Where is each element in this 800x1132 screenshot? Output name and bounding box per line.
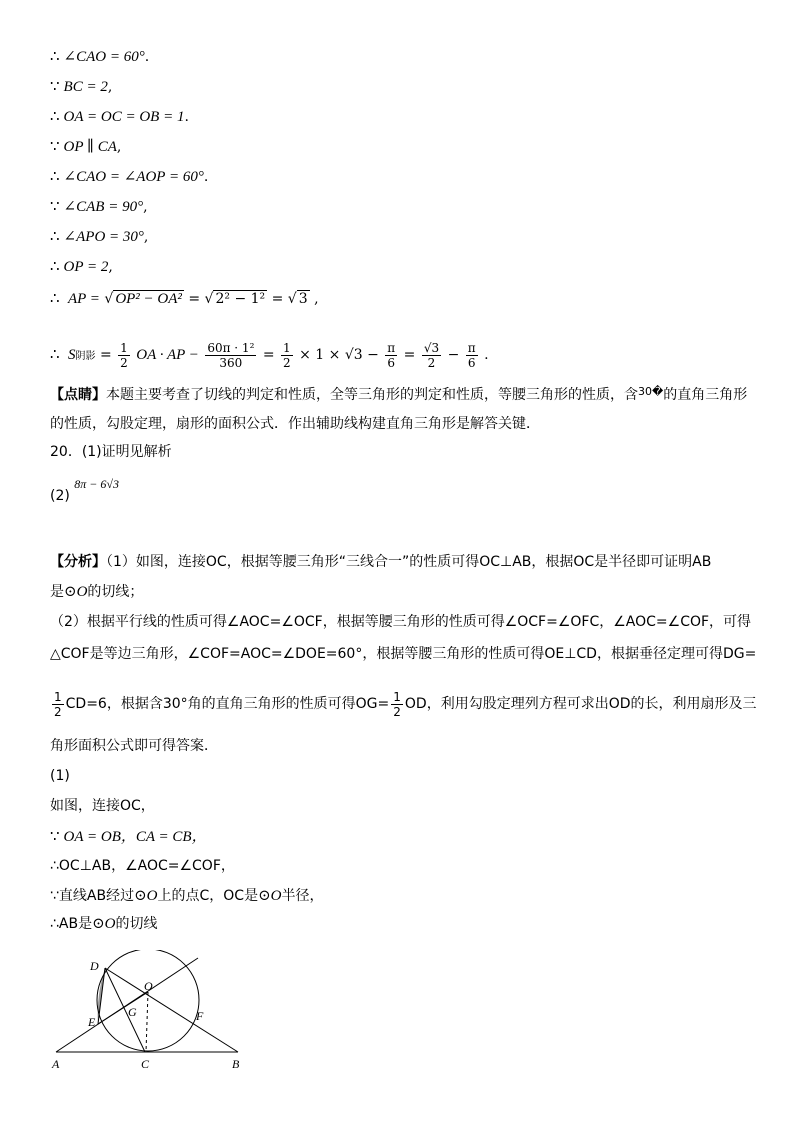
frac-num: √3 <box>423 340 440 355</box>
analysis-text: （1）如图，连接OC，根据等腰三角形“三线合一”的性质可得OC⊥AB，根据OC是半径即可证明AB <box>106 554 712 570</box>
solution-text: 的切线 <box>115 916 158 932</box>
punct: , <box>143 199 148 215</box>
analysis-text: OD，利用勾股定理列方程可求出OD的长，利用扇形及三 <box>404 696 757 712</box>
solution-text: ∴OC⊥AB，∠AOC=∠COF， <box>50 858 235 874</box>
label-g: G <box>128 1005 137 1019</box>
frac-num: 1 <box>120 340 128 355</box>
because-symbol: ∵ <box>50 77 60 95</box>
solution-part1 <box>50 766 70 786</box>
dianjing-deg: 30� <box>638 385 664 398</box>
solution-line <box>50 914 158 934</box>
area-line <box>50 336 489 372</box>
analysis-text: 是 <box>50 584 64 600</box>
ap-lhs: AP = <box>68 291 100 307</box>
fraction <box>52 690 64 719</box>
circle-o-symbol: ⊙O <box>134 888 158 904</box>
analysis-line-6 <box>50 736 218 756</box>
equals: = <box>262 347 275 363</box>
therefore-symbol: ∴ <box>50 289 60 307</box>
frac-num: π <box>387 340 396 355</box>
label-e: E <box>88 1015 96 1029</box>
fraction <box>391 690 403 719</box>
label-b: B <box>232 1057 240 1071</box>
area-s: S <box>68 347 76 363</box>
frac-den: 360 <box>219 355 243 370</box>
equals: = <box>403 347 416 363</box>
area-subscript: 阴影 <box>75 351 96 362</box>
minus: − <box>447 347 460 363</box>
proof-expr: OP ∥ CA <box>63 139 117 155</box>
solution-line <box>50 796 155 816</box>
label-a: A <box>52 1057 60 1071</box>
fraction <box>385 341 397 370</box>
solution-line <box>50 856 235 876</box>
part1-label: (1) <box>50 768 70 784</box>
label-d: D <box>90 959 99 973</box>
proof-line <box>50 106 189 127</box>
solution-text: 如图，连接OC， <box>50 798 155 814</box>
analysis-text: 的切线； <box>87 584 144 600</box>
therefore-symbol: ∴ <box>50 257 60 275</box>
frac-num: 1 <box>54 689 62 704</box>
ap-line: ∴ AP = √ OP² − OA² = √ 2² − 1² = √ 3 , <box>50 289 319 307</box>
punct: . <box>484 347 489 363</box>
therefore-symbol: ∴ <box>50 47 60 65</box>
proof-line <box>50 226 148 247</box>
analysis-line-1 <box>50 552 711 572</box>
proof-line <box>50 76 112 97</box>
frac-den: 2 <box>54 704 62 719</box>
fraction <box>281 341 293 370</box>
punct: . <box>144 49 150 65</box>
equals: = <box>271 291 284 307</box>
punct: , <box>108 259 113 275</box>
proof-line <box>50 136 121 157</box>
proof-expr: ∠CAO = ∠AOP = 60° <box>63 169 204 185</box>
because-symbol: ∵ <box>50 197 60 215</box>
punct: . <box>184 109 189 125</box>
analysis-line-4 <box>50 644 756 664</box>
solution-line <box>50 826 207 847</box>
proof-line <box>50 166 208 187</box>
line-o-c <box>146 992 148 1052</box>
punct: , <box>143 229 149 245</box>
solution-text: ∴AB是 <box>50 916 93 932</box>
area-term: × 1 × √3 − <box>299 347 379 363</box>
therefore-symbol: ∴ <box>50 227 60 245</box>
therefore-symbol: ∴ <box>50 107 60 125</box>
proof-expr: ∠CAB = 90° <box>63 199 144 215</box>
part2-answer: 8π − 6√3 <box>74 477 119 491</box>
therefore-symbol: ∴ <box>50 167 60 185</box>
proof-line <box>50 256 113 277</box>
solution-text: 半径， <box>281 888 324 904</box>
fraction <box>466 341 478 370</box>
equals: = <box>99 347 112 363</box>
analysis-text: （2）根据平行线的性质可得∠AOC=∠OCF，根据等腰三角形的性质可得∠OCF=∠OFC，∠AOC=∠COF，可得 <box>50 614 752 630</box>
q20-title <box>50 442 172 462</box>
dianjing-text: 本题主要考查了切线的判定和性质，全等三角形的判定和性质，等腰三角形的性质，含 <box>106 387 638 403</box>
dianjing-line-1 <box>50 382 747 405</box>
punct: , <box>107 79 113 95</box>
proof-expr: OA = OC = OB = 1 <box>63 109 185 125</box>
solution-line <box>50 886 323 906</box>
proof-line <box>50 196 148 217</box>
analysis-text: △COF是等边三角形，∠COF=AOC=∠DOE=60°，根据等腰三角形的性质可得OE⊥CD，根据垂径定理可得DG= <box>50 646 757 662</box>
label-f: F <box>196 1009 204 1023</box>
part2-label: (2) <box>50 488 70 504</box>
frac-den: 2 <box>120 355 128 370</box>
punct: , <box>116 139 122 155</box>
analysis-text: CD=6，根据含30°角的直角三角形的性质可得OG= <box>65 696 390 712</box>
solution-text: OA = OB，CA = CB， <box>63 829 207 845</box>
geometry-figure <box>48 950 278 1080</box>
because-symbol: ∵ <box>50 827 60 845</box>
proof-line <box>50 46 149 67</box>
frac-den: 2 <box>283 355 291 370</box>
frac-den: 2 <box>427 355 436 370</box>
label-c: C <box>141 1057 150 1071</box>
frac-den: 6 <box>387 355 396 370</box>
punct: , <box>314 291 319 307</box>
fraction <box>118 341 130 370</box>
solution-text: 上的点C，OC是 <box>157 888 259 904</box>
proof-expr: OP = 2 <box>63 259 109 275</box>
proof-expr: ∠CAO = 60° <box>63 49 145 65</box>
dianjing-text: 的性质，勾股定理，扇形的面积公式．作出辅助线构建直角三角形是解答关键． <box>50 416 540 432</box>
frac-num: 60π · 1² <box>207 340 255 355</box>
frac-num: 1 <box>283 340 291 355</box>
proof-expr: ∠APO = 30° <box>63 229 144 245</box>
analysis-line-2 <box>50 582 143 602</box>
punct: . <box>203 169 209 185</box>
radicand-2: 2² − 1² <box>215 291 266 307</box>
analysis-line-5 <box>50 684 757 724</box>
dianjing-line-2 <box>50 414 540 434</box>
frac-den: 2 <box>393 704 401 719</box>
proof-expr: BC = 2 <box>63 79 108 95</box>
radicand-3: 3 <box>298 291 308 307</box>
label-o: O <box>144 979 153 993</box>
circle-o-symbol: ⊙O <box>258 888 282 904</box>
because-symbol: ∵ <box>50 137 60 155</box>
circle-o-symbol: ⊙O <box>92 916 116 932</box>
analysis-label: 【分析】 <box>50 554 106 570</box>
area-term: OA · AP − <box>136 347 199 363</box>
radicand-1: OP² − OA² <box>115 291 182 307</box>
q20-part2 <box>50 474 119 506</box>
analysis-text: 角形面积公式即可得答案． <box>50 738 218 754</box>
solution-text: ∵直线AB经过 <box>50 888 135 904</box>
equals: = <box>188 291 201 307</box>
fraction <box>422 341 441 370</box>
frac-den: 6 <box>467 355 476 370</box>
circle-o-symbol: ⊙O <box>64 584 88 600</box>
frac-num: 1 <box>393 689 401 704</box>
dianjing-label: 【点睛】 <box>50 387 106 403</box>
q20-title-text: 20．(1)证明见解析 <box>50 444 172 460</box>
analysis-line-3 <box>50 612 751 632</box>
fraction <box>205 341 256 370</box>
therefore-symbol: ∴ <box>50 345 60 363</box>
dianjing-text: 的直角三角形 <box>663 387 748 403</box>
frac-num: π <box>467 340 476 355</box>
